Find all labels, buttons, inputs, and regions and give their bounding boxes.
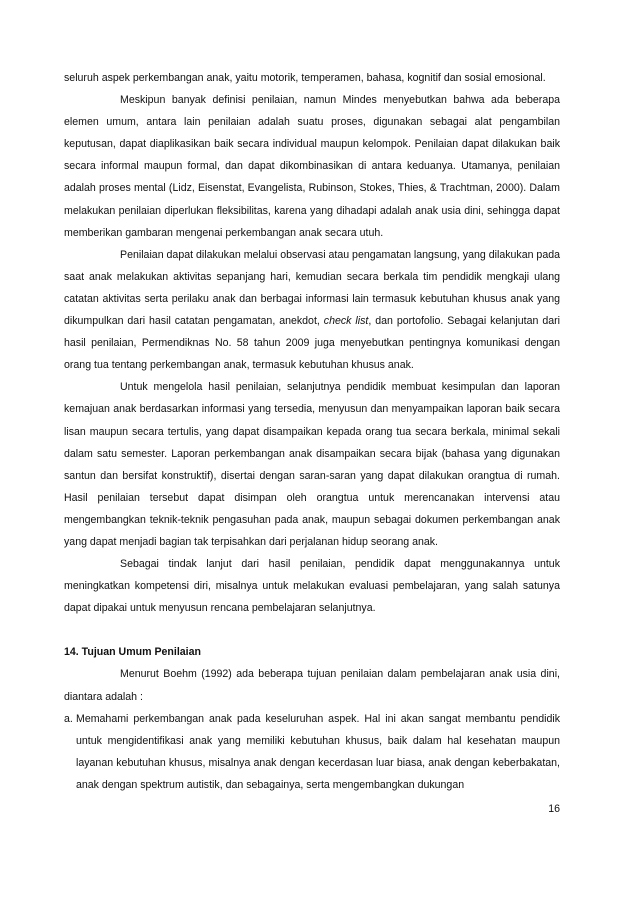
paragraph-3-italic-term: check list: [323, 315, 369, 328]
paragraph-1: seluruh aspek perkembangan anak, yaitu motorik, temperamen, bahasa, kognitif dan sosial emosional.: [64, 72, 546, 84]
paragraph-3: [64, 244, 560, 377]
paragraph-4: Untuk mengelola hasil penilaian, selanjutnya pendidik membuat kesimpulan dan laporan kemajuan anak berdasarkan informasi yang tersedia, menyusun dan menyampaikan laporan baik secara lisan maupun secara tertulis, yang dapat disampaikan kepada orang tua secara berkala, minimal sekali dalam satu semester. Laporan perkembangan anak disampaikan secara bijak (bahasa yang digunakan santun dan bersifat konstruktif), disertai dengan saran-saran yang dapat dilakukan orangtua di rumah. Hasil penilaian tersebut dapat disimpan oleh orangtua untuk merencanakan intervensi atau mengembangkan teknik-teknik pengasuhan pada anak, maupun sebagai dokumen perkembangan anak yang dapat menjadi bagian tak terpisahkan dari perjalanan hidup seorang anak.: [64, 381, 560, 548]
page-number: 16: [548, 803, 560, 815]
list-marker: a.: [64, 712, 73, 725]
section-intro: Menurut Boehm (1992) ada beberapa tujuan penilaian dalam pembelajaran anak usia dini, diantara adalah :: [64, 668, 560, 703]
objectives-list: [64, 708, 560, 796]
list-item-text: Memahami perkembangan anak pada keseluruhan aspek. Hal ini akan sangat membantu pendidik untuk mengidentifikasi anak yang memiliki kebutuhan khusus, baik dalam hal kesehatan maupun layanan kebutuhan khusus, misalnya anak dengan kecerdasan luar biasa, anak dengan keberbakatan, anak dengan spektrum autistik, dan sebagainya, serta mengembangkan dukungan: [76, 712, 560, 791]
section-heading: 14. Tujuan Umum Penilaian: [64, 646, 201, 659]
paragraph-5: Sebagai tindak lanjut dari hasil penilaian, pendidik dapat menggunakannya untuk meningkatkan kompetensi diri, misalnya untuk melakukan evaluasi pembelajaran, yang salah satunya dapat dipakai untuk menyusun rencana pembelajaran selanjutnya.: [64, 558, 560, 615]
list-item: [64, 708, 560, 796]
page-content: [64, 67, 560, 796]
paragraph-2: Meskipun banyak definisi penilaian, namun Mindes menyebutkan bahwa ada beberapa elemen umum, antara lain penilaian adalah suatu proses, digunakan sebagai alat pengambilan keputusan, dapat diaplikasikan baik secara individual maupun kelompok. Penilaian dapat dilakukan baik secara informal maupun formal, dan dapat dikombinasikan di antara keduanya. Utamanya, penilaian adalah proses mental (Lidz, Eisenstat, Evangelista, Rubinson, Stokes, Thies, & Trachtman, 2000). Dalam melakukan penilaian diperlukan fleksibilitas, karena yang dihadapi adalah anak usia dini, sehingga dapat memberikan gambaran mengenai perkembangan anak secara utuh.: [64, 94, 560, 239]
paragraph-3-text-start: Penilaian dapat dilakukan melalui observasi atau pengamatan langsung, yang dilakukan pada saat anak melakukan aktivitas sepanjang hari, kemudian secara berkala tim pendidik mengkaji ulang catatan aktivitas serta perilaku anak dan berbagai informasi lain termasuk kebutuhan khusus anak yang dikumpulkan dari hasil catatan pengamatan, anekdot,: [64, 248, 560, 328]
paragraph-3-text-end: , dan portofolio. Sebagai kelanjutan dari hasil penilaian, Permendiknas No. 58 tahun 2009 juga menyebutkan pentingnya komunikasi dengan orang tua tentang perkembangan anak, termasuk kebutuhan khusus anak.: [64, 315, 560, 372]
